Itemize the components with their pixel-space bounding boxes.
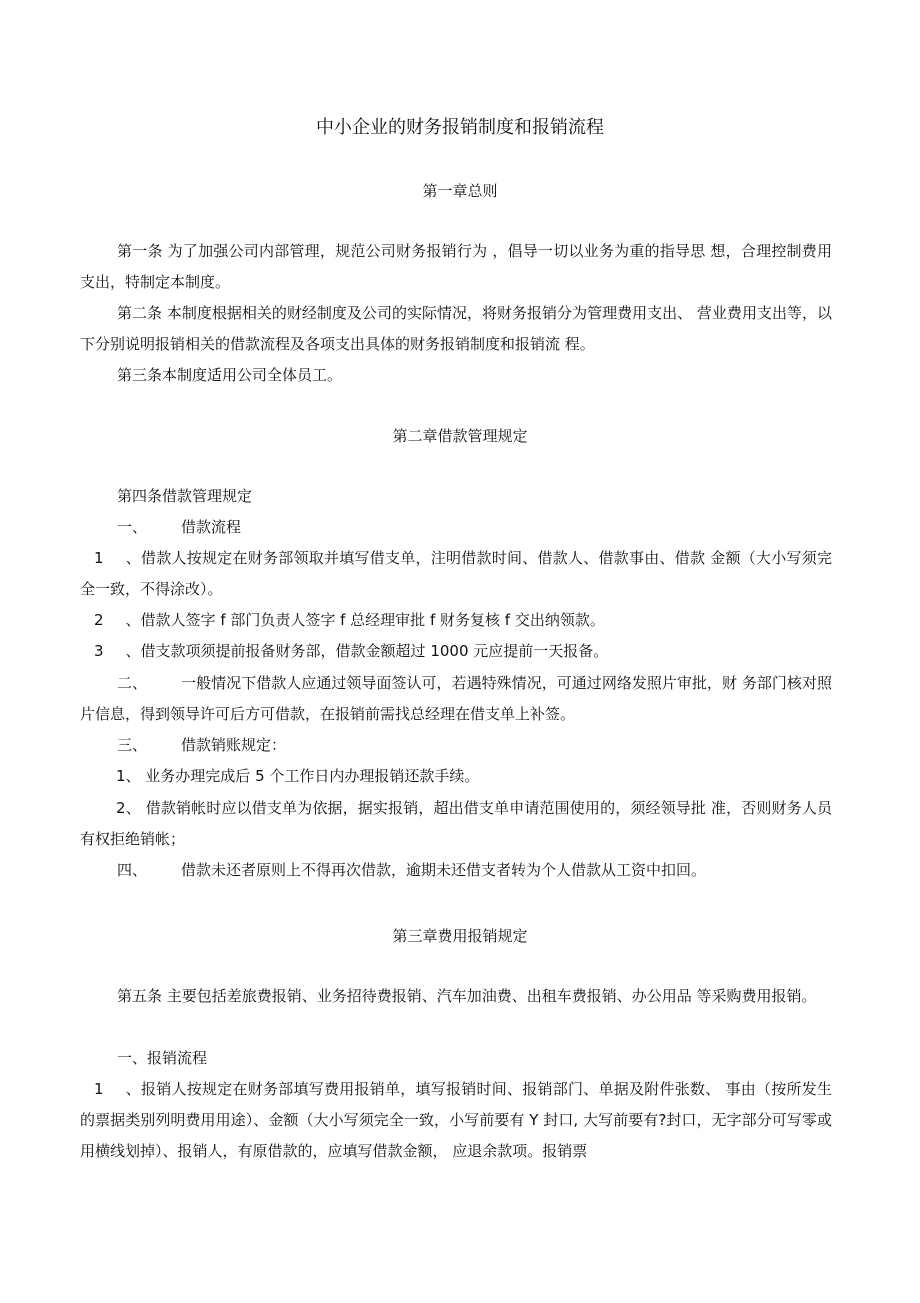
settlement-item-2: 2、 借款销帐时应以借支单为依据，据实报销，超出借支单申请范围使用的，须经领导批 准，否则财务人员有权拒绝销帐； (80, 799, 832, 848)
section-text: 借款流程 (181, 518, 242, 536)
chapter-2-heading: 第二章借款管理规定 (392, 427, 528, 445)
section-approval (80, 668, 832, 730)
section-unpaid (80, 855, 832, 886)
article-4: 第四条借款管理规定 (117, 487, 253, 505)
item-text: 、借支款项须提前报备财务部，借款金额超过 1000 元应提前一天报备。 (125, 642, 609, 660)
borrow-step-2 (80, 605, 832, 636)
borrow-step-1 (80, 543, 832, 605)
section-number: 四、 (117, 861, 148, 879)
article-2: 第二条 本制度根据相关的财经制度及公司的实际情况，将财务报销分为管理费用支出、 营业费用支出等，以下分别说明报销相关的借款流程及各项支出具体的财务报销制度和报销流 程。 (80, 304, 832, 353)
chapter-1-heading: 第一章总则 (422, 182, 498, 200)
section-text: 借款未还者原则上不得再次借款，逾期未还借支者转为个人借款从工资中扣回。 (181, 861, 707, 879)
reimburse-step-1 (80, 1074, 832, 1167)
borrow-step-3 (80, 636, 832, 667)
section-text: 一般情况下借款人应通过领导面签认可，若遇特殊情况，可通过网络发照片审批，财 务部门核对照片信息，得到领导许可后方可借款，在报销前需找总经理在借支单上补签。 (80, 674, 832, 723)
item-number: 2 (94, 611, 104, 629)
item-text: 、借款人签字 f 部门负责人签字 f 总经理审批 f 财务复核 f 交出纳领款。 (125, 611, 605, 629)
section-borrow-process (80, 512, 832, 543)
section-number: 一、 (117, 518, 148, 536)
article-5: 第五条 主要包括差旅费报销、业务招待费报销、汽车加油费、出租车费报销、办公用品 等采购费用报销。 (117, 987, 817, 1005)
item-text: 、借款人按规定在财务部领取并填写借支单，注明借款时间、借款人、借款事由、借款 金额（大小写须完全一致，不得涂改）。 (80, 549, 832, 598)
item-text: 、报销人按规定在财务部填写费用报销单，填写报销时间、报销部门、单据及附件张数、 事由（按所发生的票据类别列明费用用途）、金额（大小写须完全一致，小写前要有 Y 封口, 大写前要有?封口，无字部分可写零或用横线划掉）、报销人，有原借款的，应填写借款金额， 应退余款项。报销票 (80, 1080, 832, 1160)
section-number: 三、 (117, 736, 148, 754)
document-title: 中小企业的财务报销制度和报销流程 (316, 117, 604, 138)
item-number: 1 (94, 1080, 104, 1098)
article-1: 第一条 为了加强公司内部管理，规范公司财务报销行为 ，倡导一切以业务为重的指导思 想，合理控制费用支出，特制定本制度。 (80, 242, 832, 291)
section-number: 二、 (117, 674, 148, 692)
chapter-3-heading: 第三章费用报销规定 (392, 927, 528, 945)
section-text: 借款销账规定： (181, 736, 287, 754)
item-number: 1 (94, 549, 104, 567)
settlement-item-1: 1、 业务办理完成后 5 个工作日内办理报销还款手续。 (116, 767, 480, 785)
section-reimburse-process: 一、报销流程 (117, 1049, 208, 1067)
article-3: 第三条本制度适用公司全体员工。 (117, 366, 343, 384)
section-settlement (80, 730, 832, 761)
item-number: 3 (94, 642, 104, 660)
